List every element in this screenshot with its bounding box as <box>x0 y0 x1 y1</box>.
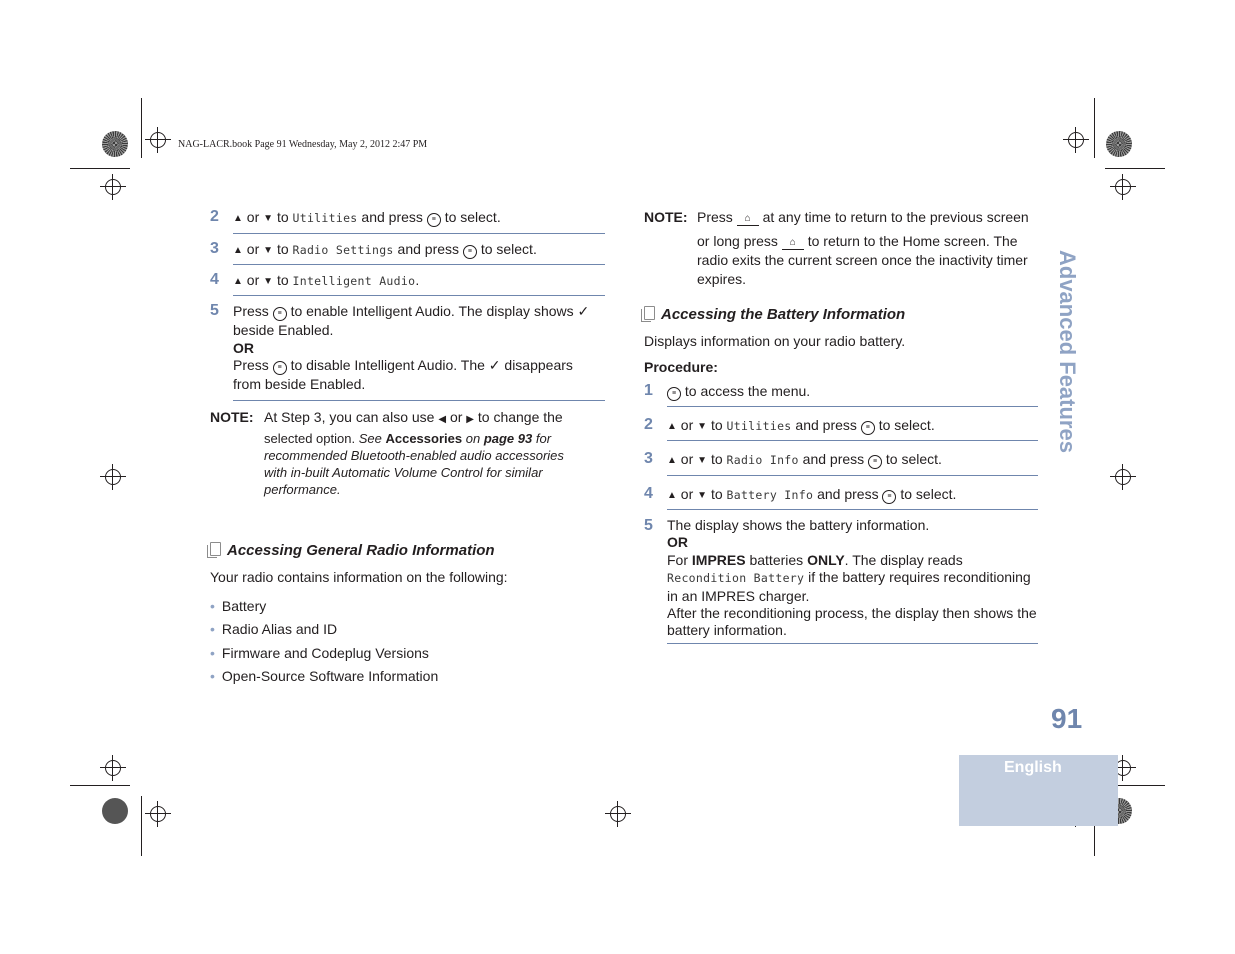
step-line <box>233 356 605 375</box>
up-arrow-icon: ▲ <box>667 455 677 466</box>
step-text <box>667 517 1039 640</box>
right-note <box>644 208 1044 289</box>
page-number: 91 <box>1051 703 1083 734</box>
step-line: in an IMPRES charger. <box>667 587 810 604</box>
section-intro: Displays information on your radio battery. <box>644 333 906 349</box>
step-text <box>233 208 501 228</box>
step-word: Press <box>233 303 269 319</box>
step-text <box>667 450 942 470</box>
note-word: See <box>358 431 382 446</box>
display-text: Battery Info <box>726 488 814 502</box>
or-label: OR <box>233 340 254 356</box>
step-divider <box>233 233 605 234</box>
step-word: and press <box>817 486 879 502</box>
crosshair-icon <box>1115 179 1131 195</box>
step-line: from beside Enabled. <box>233 376 366 392</box>
back-home-button-icon: ⌂ <box>782 237 804 250</box>
display-text: Intelligent Audio <box>292 274 416 288</box>
note-line <box>264 409 610 428</box>
note-word: on <box>465 431 481 446</box>
crosshair-icon <box>150 132 166 148</box>
step-word: ONLY <box>807 551 845 568</box>
step-word: to <box>276 272 289 288</box>
bullet-icon: • <box>210 621 215 638</box>
down-arrow-icon: ▼ <box>697 455 708 466</box>
chapter-tab <box>1048 250 1088 460</box>
step-word: IMPRES <box>691 551 746 568</box>
note-word: at any time to return to the previous screen <box>762 209 1029 225</box>
up-arrow-icon: ▲ <box>667 490 677 501</box>
up-arrow-icon: ▲ <box>667 421 677 432</box>
step-word: For <box>667 551 688 568</box>
list-item-text: Radio Alias and ID <box>221 621 338 638</box>
step-line <box>667 552 1039 569</box>
registration-target-icon <box>102 131 128 157</box>
down-arrow-icon: ▼ <box>263 276 274 287</box>
step-word: or <box>680 417 694 433</box>
step-divider <box>667 406 1038 407</box>
list-item-text: Open-Source Software Information <box>221 667 439 684</box>
registration-target-icon <box>102 798 128 824</box>
note-word: to return to the Home screen. The <box>807 233 1018 249</box>
left-step-2 <box>210 208 501 228</box>
right-step-1 <box>644 382 810 401</box>
section-intro: Your radio contains information on the following: <box>210 569 508 585</box>
crosshair-icon <box>1068 132 1084 148</box>
step-number: 2 <box>210 208 219 225</box>
list-item-text: Battery <box>221 598 267 614</box>
display-text: Utilities <box>726 419 792 433</box>
down-arrow-icon: ▼ <box>697 421 708 432</box>
section-title: Accessing General Radio Information <box>227 542 495 559</box>
right-step-3 <box>644 450 942 470</box>
step-word: to enable Intelligent Audio. The display shows ✓ <box>290 303 590 319</box>
procedure-label: Procedure: <box>644 359 718 375</box>
menu-ok-button-icon: ≡ <box>273 307 287 321</box>
step-divider <box>667 643 1038 644</box>
step-number: 5 <box>644 517 653 534</box>
note-line <box>697 232 1044 251</box>
bullet-list <box>210 595 438 688</box>
display-text: Radio Settings <box>292 243 394 257</box>
display-text: Radio Info <box>726 453 799 467</box>
menu-ok-button-icon: ≡ <box>667 387 681 401</box>
step-word: and press <box>397 241 460 257</box>
step-number: 3 <box>210 240 219 257</box>
crosshair-icon <box>610 806 626 822</box>
down-arrow-icon: ▼ <box>263 213 274 224</box>
bullet-icon: • <box>210 598 215 614</box>
file-header: NAG-LACR.book Page 91 Wednesday, May 2, 2012 2:47 PM <box>178 139 428 150</box>
or-label: OR <box>667 534 688 551</box>
step-word: to select. <box>878 417 935 433</box>
step-line: beside Enabled. <box>233 322 334 338</box>
menu-ok-button-icon: ≡ <box>427 213 441 227</box>
display-text: Recondition Battery <box>667 571 805 586</box>
note-word: or long press <box>697 233 778 249</box>
step-word: to select. <box>900 486 957 502</box>
step-word: and press <box>802 451 865 467</box>
step-number: 4 <box>644 485 653 502</box>
step-divider <box>667 475 1038 476</box>
step-word: to <box>710 451 723 467</box>
step-word: or <box>246 209 260 225</box>
up-arrow-icon: ▲ <box>233 245 243 256</box>
note-link[interactable]: Accessories <box>385 431 463 446</box>
list-item-text: Firmware and Codeplug Versions <box>221 644 429 661</box>
section-title: Accessing the Battery Information <box>661 306 906 323</box>
language-tab <box>959 755 1118 826</box>
step-divider <box>667 440 1038 441</box>
note-body <box>697 208 1044 289</box>
note-word: or <box>449 409 463 425</box>
right-step-2 <box>644 416 935 436</box>
step-text <box>233 271 419 291</box>
step-word: to <box>276 241 289 257</box>
note-word: Press <box>697 209 733 225</box>
menu-ok-button-icon: ≡ <box>463 245 477 259</box>
note-line: expires. <box>697 271 747 287</box>
step-word: Press <box>233 357 269 373</box>
step-number: 5 <box>210 302 219 319</box>
step-word: or <box>246 241 260 257</box>
note-line: performance. <box>264 482 341 497</box>
list-item <box>210 618 438 641</box>
step-word: and press <box>361 209 423 225</box>
up-arrow-icon: ▲ <box>233 213 243 224</box>
note-label: NOTE: <box>210 409 254 425</box>
crosshair-icon <box>105 179 121 195</box>
step-word: if the battery requires reconditioning <box>808 569 1031 586</box>
crosshair-icon <box>150 806 166 822</box>
up-arrow-icon: ▲ <box>233 276 243 287</box>
note-word: for <box>535 431 552 446</box>
registration-target-icon <box>1106 131 1132 157</box>
note-label: NOTE: <box>644 209 688 225</box>
right-step-5 <box>644 517 1039 640</box>
crosshair-icon <box>105 469 121 485</box>
note-link[interactable]: page 93 <box>483 431 533 446</box>
step-word: to access the menu. <box>684 383 811 399</box>
left-note <box>210 409 610 498</box>
step-text <box>667 485 956 505</box>
document-icon <box>644 306 655 320</box>
menu-ok-button-icon: ≡ <box>882 490 896 504</box>
step-divider <box>233 400 605 401</box>
step-word: to disable Intelligent Audio. The ✓ disappears <box>290 357 573 373</box>
note-body <box>264 409 610 498</box>
menu-ok-button-icon: ≡ <box>273 361 287 375</box>
step-line <box>667 569 1039 587</box>
step-word: to select. <box>480 241 537 257</box>
left-step-3 <box>210 240 537 260</box>
step-number: 3 <box>644 450 653 467</box>
step-word: . <box>415 272 420 288</box>
step-word: to <box>710 486 723 502</box>
step-word: to select. <box>444 209 501 225</box>
down-arrow-icon: ▼ <box>263 245 274 256</box>
right-arrow-icon: ▶ <box>466 414 474 425</box>
note-line: with in-built Automatic Volume Control for similar <box>264 465 543 480</box>
menu-ok-button-icon: ≡ <box>861 421 875 435</box>
section-heading <box>210 542 495 559</box>
language-label: English <box>1004 759 1062 776</box>
menu-ok-button-icon: ≡ <box>868 455 882 469</box>
list-item <box>210 665 438 688</box>
crosshair-icon <box>1115 469 1131 485</box>
step-text <box>233 240 537 260</box>
step-word: to <box>276 209 289 225</box>
bullet-icon: • <box>210 644 215 661</box>
step-number: 1 <box>644 382 653 399</box>
list-item <box>210 642 438 665</box>
note-line: recommended Bluetooth-enabled audio accessories <box>264 448 564 463</box>
back-home-button-icon: ⌂ <box>737 213 759 226</box>
section-heading <box>644 306 905 323</box>
step-word: to <box>710 417 723 433</box>
bullet-icon: • <box>210 667 215 684</box>
chapter-title: Advanced Features <box>1055 250 1080 453</box>
step-number: 2 <box>644 416 653 433</box>
step-text <box>233 302 605 394</box>
step-line: After the reconditioning process, the display then shows the <box>667 605 1037 622</box>
step-line: battery information. <box>667 622 787 639</box>
step-divider <box>233 264 605 265</box>
step-line: The display shows the battery information. <box>667 517 930 533</box>
note-line <box>697 208 1044 227</box>
list-item <box>210 595 438 618</box>
down-arrow-icon: ▼ <box>697 490 708 501</box>
step-text <box>667 416 935 436</box>
right-step-4 <box>644 485 956 505</box>
note-line: radio exits the current screen once the inactivity timer <box>697 252 1028 268</box>
step-text <box>667 382 810 401</box>
display-text: Utilities <box>292 211 358 225</box>
step-word: or <box>680 486 694 502</box>
left-step-5 <box>210 302 605 394</box>
step-line <box>233 302 605 321</box>
step-word: or <box>680 451 694 467</box>
step-number: 4 <box>210 271 219 288</box>
step-word: . The display reads <box>844 551 963 568</box>
crosshair-icon <box>105 760 121 776</box>
left-step-4 <box>210 271 419 291</box>
document-icon <box>210 542 221 556</box>
step-word: batteries <box>749 551 804 568</box>
step-word: or <box>246 272 260 288</box>
note-word: At Step 3, you can also use <box>264 409 435 425</box>
note-word: selected option. <box>264 431 356 446</box>
note-line <box>264 430 610 447</box>
note-word: to change the <box>477 409 563 425</box>
step-word: and press <box>795 417 857 433</box>
left-arrow-icon: ◀ <box>438 414 447 425</box>
step-divider <box>667 509 1038 510</box>
step-divider <box>233 295 605 296</box>
step-word: to select. <box>885 451 942 467</box>
